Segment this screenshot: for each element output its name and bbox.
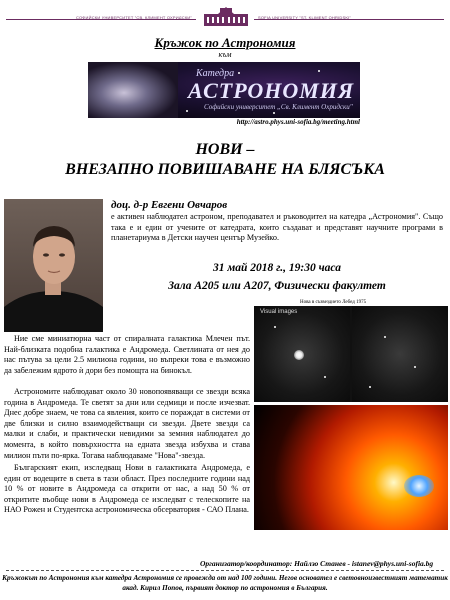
department-banner [88,62,360,118]
title-line-1: НОВИ – [195,141,255,158]
university-name-en: SOFIA UNIVERSITY "ST. KLIMENT OHRIDSKI" [258,15,352,20]
organizer-contact: Организатор/координатор: Найлзо Станев - istanev@phys.uni-sofia.bg [200,559,434,568]
body-paragraph: Българският екип, изследващ Нови в галактиката Андромеда, е един от водещите в света в тази област. През последните години над 10 % от новите в Андромеда са открити от нас, а над 50 % от откритите въобще нови в Андромеда се изследват с телескопите на НАО Рожен и Студентска астрономическа обсерватория - САО Плана. [4,463,250,515]
lecturer-photo [4,199,103,332]
lecturer-bio: е активен наблюдател астроном, преподавател и ръководител на катедра „Астрономия". Също така е и един от учените от катедрата, които създават и представят научните програми в планетариума в Детски научен център Музейко. [111,212,443,242]
body-paragraph: Астрономите наблюдават около 30 новопоявяващи се звезди всяка година в Андромеда. Те светят за дни или седмици и после изчезват. Днес добре знаем, че това са явления, които се пораждат в системи от две близки и силно взаимодействащи си звезди. Двете звезди са малки и слаби, и практически невидими за земния наблюдател до момента, в който повърхността на едната звезда избухва и става милион пъти по-ярка. Тогава наблюдаваме "Нова"-звезда. [4,387,250,460]
nova-caption: Нова в съзвездието Лебед 1975 [300,300,367,305]
club-title: Кръжок по Астрономия [154,35,296,50]
university-name-bg: СОФИЙСКИ УНИВЕРСИТЕТ "СВ. КЛИМЕНТ ОХРИДСКИ" [76,15,193,20]
nova-telescope-photo [254,306,448,402]
footer-note: Кръжокът по Астрономия към катедра Астрономия се провежда от над 100 години. Негов основател е световноизвестният математик акад. Кирил Попов, първият доктор по астрономия в България. [2,574,448,592]
galaxy-image [88,62,178,118]
event-venue: Зала A205 или A207, Физически факултет [168,280,386,292]
event-date-time: 31 май 2018 г., 19:30 часа [213,262,341,274]
companion-star [404,475,434,497]
department-word: Катедра [196,68,235,79]
footer-divider [6,570,444,571]
page-title [0,140,450,180]
department-subtitle: Софийски университет „Св. Климент Охридски" [204,103,353,111]
lecturer-name: доц. д-р Евгени Овчаров [111,199,228,211]
university-building-logo [202,6,250,28]
to-label: към [218,50,232,59]
telescope-panel-b [352,306,448,402]
nova-illustration [254,405,448,530]
website-link[interactable]: http://astro.phys.uni-sofia.bg/meeting.html [236,118,360,126]
visual-images-label: Visual images [260,309,298,315]
body-paragraph: Ние сме миниатюрна част от спиралната галактика Млечен път. Най-близката подобна галактика е Андромеда. Светлината от нея до нас пътува за цели 2.5 милиона години, но въпреки това е възможно да забележим ядрото ѝ дори без помощта на бинокъл. [4,334,250,375]
university-banner [6,6,444,28]
department-name: АСТРОНОМИЯ [188,78,355,103]
title-line-2: ВНЕЗАПНО ПОВИШАВАНЕ НА БЛЯСЪКА [65,161,385,178]
